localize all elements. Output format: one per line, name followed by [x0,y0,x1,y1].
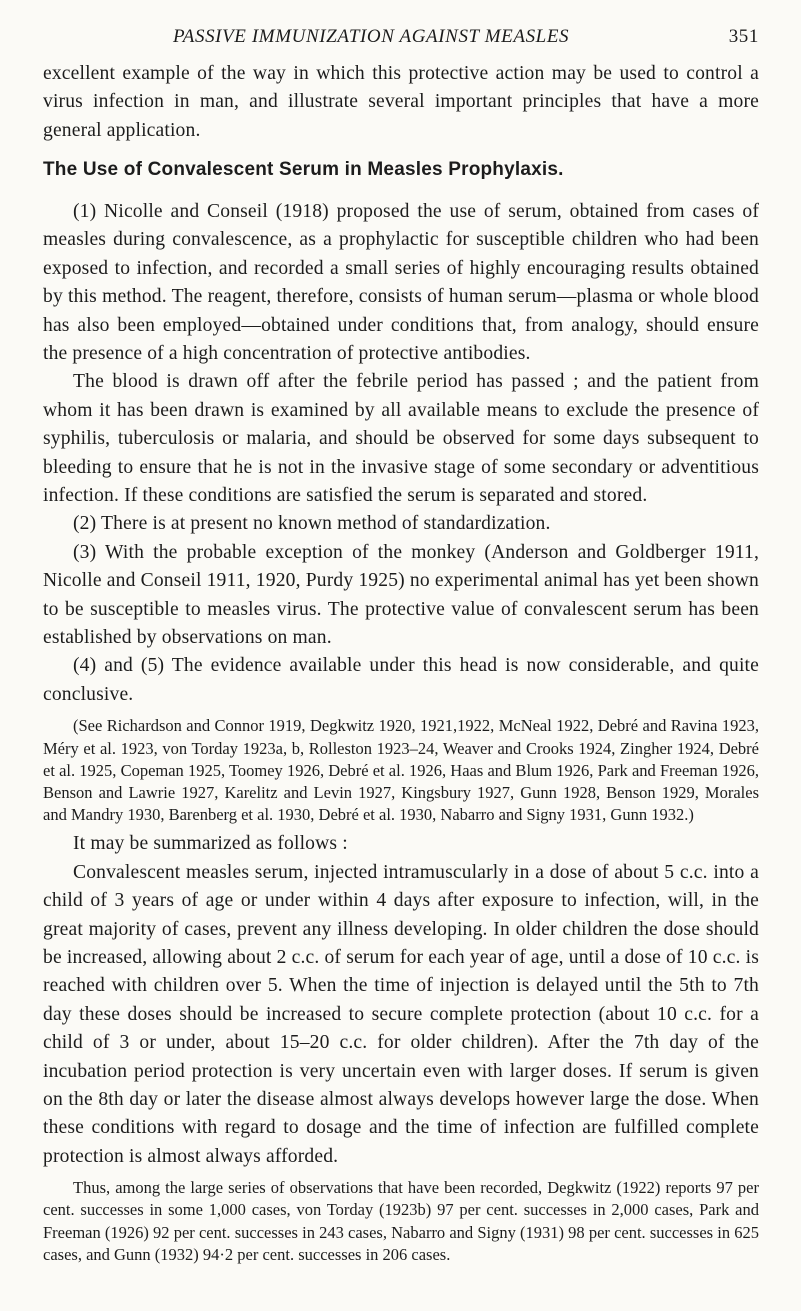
page-number: 351 [728,26,759,47]
paragraph-1: (1) Nicolle and Conseil (1918) proposed the use of serum, obtained from cases of measles during convalescence, as a prophylactic for susceptible children who had been exposed to infection, and recorded a small series of highly encouraging results obtained by this method. The reagent, therefore, consists of human serum—plasma or whole blood has also been employed—obtained under conditions that, from analogy, should ensure the presence of a high concentration of protective antibodies. [43,200,759,365]
paragraph-3: (3) With the probable exception of the monkey (Anderson and Goldberger 1911, Nicolle and Conseil 1911, 1920, Purdy 1925) no experimental animal has yet been shown to be susceptible to measles virus. The protective value of convalescent serum has been established by observations on man. [43,541,759,649]
paragraph-2: (2) There is at present no known method of standardization. [73,513,551,535]
running-head [43,18,759,50]
paragraph-1b: The blood is drawn off after the febrile period has passed ; and the patient from whom it has been drawn is examined by all available means to exclude the presence of syphilis, tuberculosis or malaria, and should be observed for some days subsequent to bleeding to ensure that he is not in the invasive stage of some secondary or adventitious infection. If these conditions are satisfied the serum is separated and stored. [43,371,759,507]
running-head-title: PASSIVE IMMUNIZATION AGAINST MEASLES [173,26,570,47]
references-paragraph: (See Richardson and Connor 1919, Degkwitz 1920, 1921,1922, McNeal 1922, Debré and Ravina 1923, Méry et al. 1923, von Torday 1923a, b, Rolleston 1923–24, Weaver and Crooks 1924, Zingher 1924, Debré et al. 1925, Copeman 1925, Toomey 1926, Debré et al. 1926, Haas and Blum 1926, Park and Freeman 1926, Benson and Lawrie 1927, Karelitz and Levin 1927, Kingsbury 1927, Gunn 1928, Benson 1929, Morales and Mandry 1930, Barenberg et al. 1930, Debré et al. 1930, Nabarro and Signy 1931, Gunn 1932.) [43,716,759,825]
paragraph-7: Thus, among the large series of observations that have been recorded, Degkwitz (1922) reports 97 per cent. successes in some 1,000 cases, von Torday (1923b) 97 per cent. successes in 2,000 cases, Park and Freeman (1926) 92 per cent. successes in 243 cases, Nabarro and Signy (1931) 98 per cent. successes in 625 cases, and Gunn (1932) 94·2 per cent. successes in 206 cases. [43,1178,759,1264]
paragraph-5: It may be summarized as follows : [73,833,348,855]
paragraph-4: (4) and (5) The evidence available under this head is now considerable, and quite conclusive. [43,655,759,705]
document-page [43,18,759,1266]
section-heading: The Use of Convalescent Serum in Measles Prophylaxis. [43,159,564,181]
paragraph-6: Convalescent measles serum, injected intramuscularly in a dose of about 5 c.c. into a child of 3 years of age or under within 4 days after exposure to infection, will, in the great majority of cases, prevent any illness developing. In older children the dose should be increased, allowing about 2 c.c. of serum for each year of age, until a dose of 10 c.c. is reached with children over 5. When the time of injection is delayed until the 5th to 7th day these doses should be increased to secure complete protection (about 10 c.c. for a child of 3 or under, about 15–20 c.c. for older children). After the 7th day of the incubation period protection is very uncertain even with larger doses. If serum is given on the 8th day or later the disease almost always develops however large the dose. When these conditions with regard to dosage and the time of infection are fulfilled complete protection is almost always afforded. [43,861,759,1167]
intro-paragraph: excellent example of the way in which this protective action may be used to control a virus infection in man, and illustrate several important principles that have a more general application. [43,63,759,141]
